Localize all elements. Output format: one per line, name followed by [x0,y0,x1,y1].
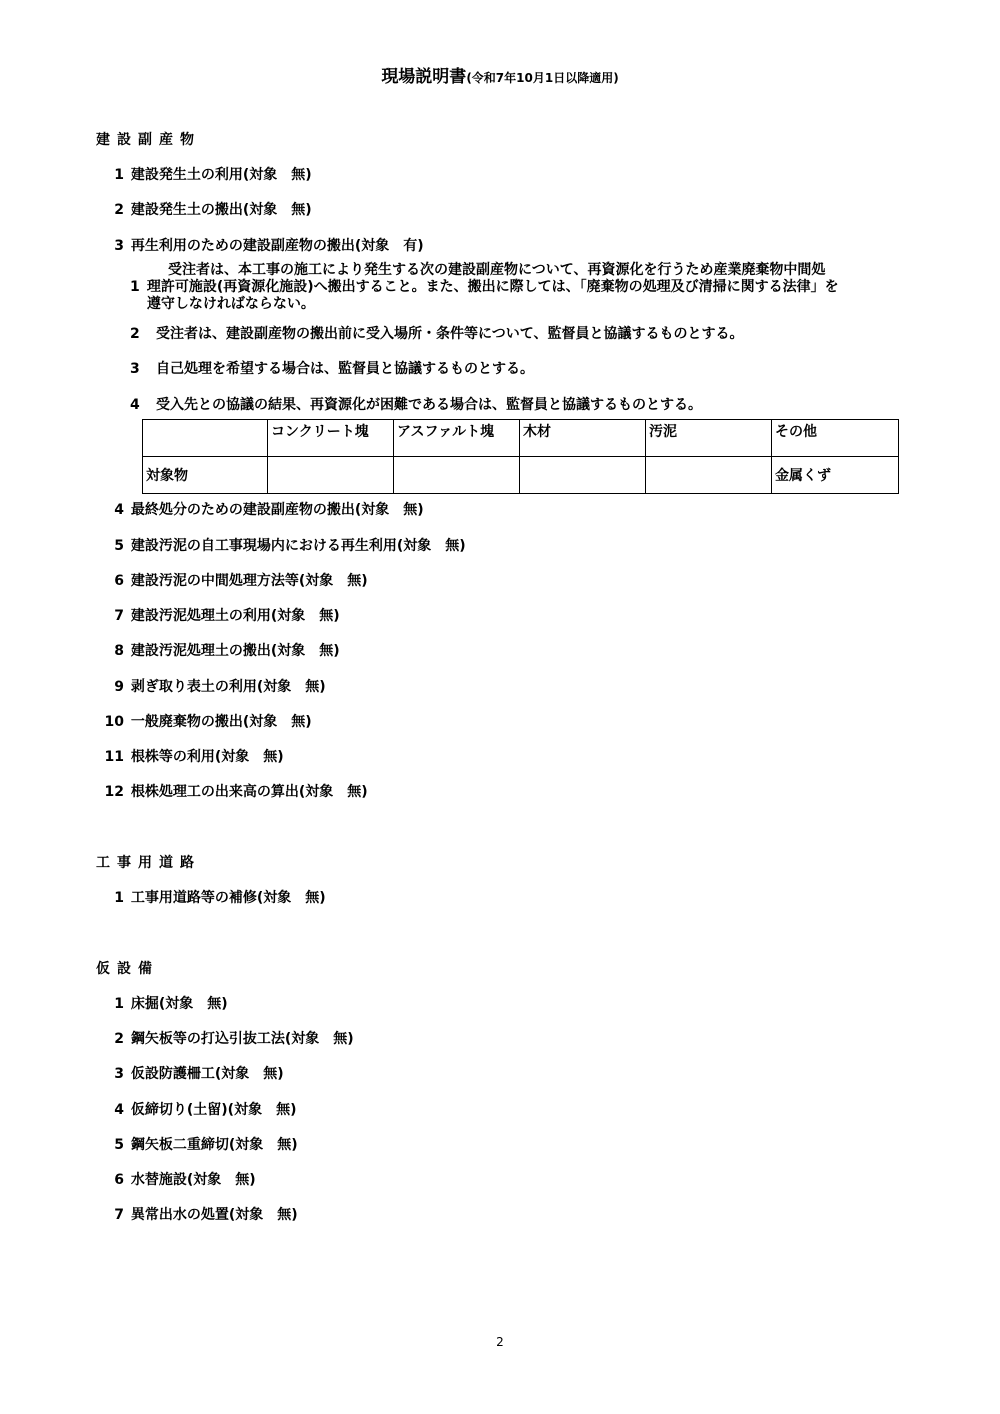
table-cell: 金属くず [772,457,899,494]
waste-table [142,419,899,494]
table-row [143,457,899,494]
list-item: 1 工事用道路等の補修(対象 無) [114,890,326,906]
list-item: 1 床掘(対象 無) [114,996,228,1012]
section-heading-road: 工事用道路 [96,855,201,871]
list-item: 3 仮設防護柵工(対象 無) [114,1066,284,1082]
list-item: 1 建設発生土の利用(対象 無) [114,167,312,183]
recycle-paragraph-1: 受注者は、本工事の施工により発生する次の建設副産物について、再資源化を行うため産業廃棄物中間処 1 理許可施設(再資源化施設)へ搬出すること。また、搬出に際しては、「廃棄物の処理及び清掃に関する法律」を 遵守しなければならない。 [130,262,839,312]
section-heading-byproducts: 建設副産物 [96,132,201,148]
table-cell [268,457,394,494]
table-header-cell [143,420,268,457]
table-header-cell: その他 [772,420,899,457]
list-item: 7 建設汚泥処理土の利用(対象 無) [114,608,340,624]
recycle-paragraph-3: 3 自己処理を希望する場合は、監督員と協議するものとする。 [130,361,534,377]
title-main: 現場説明書 [381,67,467,87]
list-item: 6 建設汚泥の中間処理方法等(対象 無) [114,573,368,589]
list-item: 8 建設汚泥処理土の搬出(対象 無) [114,643,340,659]
list-item: 9 剥ぎ取り表土の利用(対象 無) [114,679,326,695]
title-sub: (令和7年10月1日以降適用) [466,71,619,85]
table-cell: 対象物 [143,457,268,494]
page-number: 2 [496,1335,504,1349]
list-item: 4 仮締切り(土留)(対象 無) [114,1102,297,1118]
list-item: 2 鋼矢板等の打込引抜工法(対象 無) [114,1031,354,1047]
table-header-cell: アスファルト塊 [394,420,520,457]
list-item: 10 一般廃棄物の搬出(対象 無) [104,714,312,730]
table-header-cell: コンクリート塊 [268,420,394,457]
list-item: 11 根株等の利用(対象 無) [104,749,284,765]
recycle-paragraph-2: 2 受注者は、建設副産物の搬出前に受入場所・条件等について、監督員と協議するものとする。 [130,326,744,342]
list-item: 4 最終処分のための建設副産物の搬出(対象 無) [114,502,424,518]
section-heading-temporary: 仮設備 [96,961,159,977]
list-item: 3 再生利用のための建設副産物の搬出(対象 有) [114,238,424,254]
table-header-cell: 汚泥 [646,420,772,457]
list-item: 7 異常出水の処置(対象 無) [114,1207,298,1223]
list-item: 5 建設汚泥の自工事現場内における再生利用(対象 無) [114,538,466,554]
table-header-row [143,420,899,457]
list-item: 2 建設発生土の搬出(対象 無) [114,202,312,218]
recycle-paragraph-4: 4 受入先との協議の結果、再資源化が困難である場合は、監督員と協議するものとする。 [130,397,702,413]
list-item: 5 鋼矢板二重締切(対象 無) [114,1137,298,1153]
table-cell [394,457,520,494]
table-cell [646,457,772,494]
document-title [0,62,1000,87]
list-item: 12 根株処理工の出来高の算出(対象 無) [104,784,368,800]
table-cell [520,457,646,494]
list-item: 6 水替施設(対象 無) [114,1172,256,1188]
table-header-cell: 木材 [520,420,646,457]
